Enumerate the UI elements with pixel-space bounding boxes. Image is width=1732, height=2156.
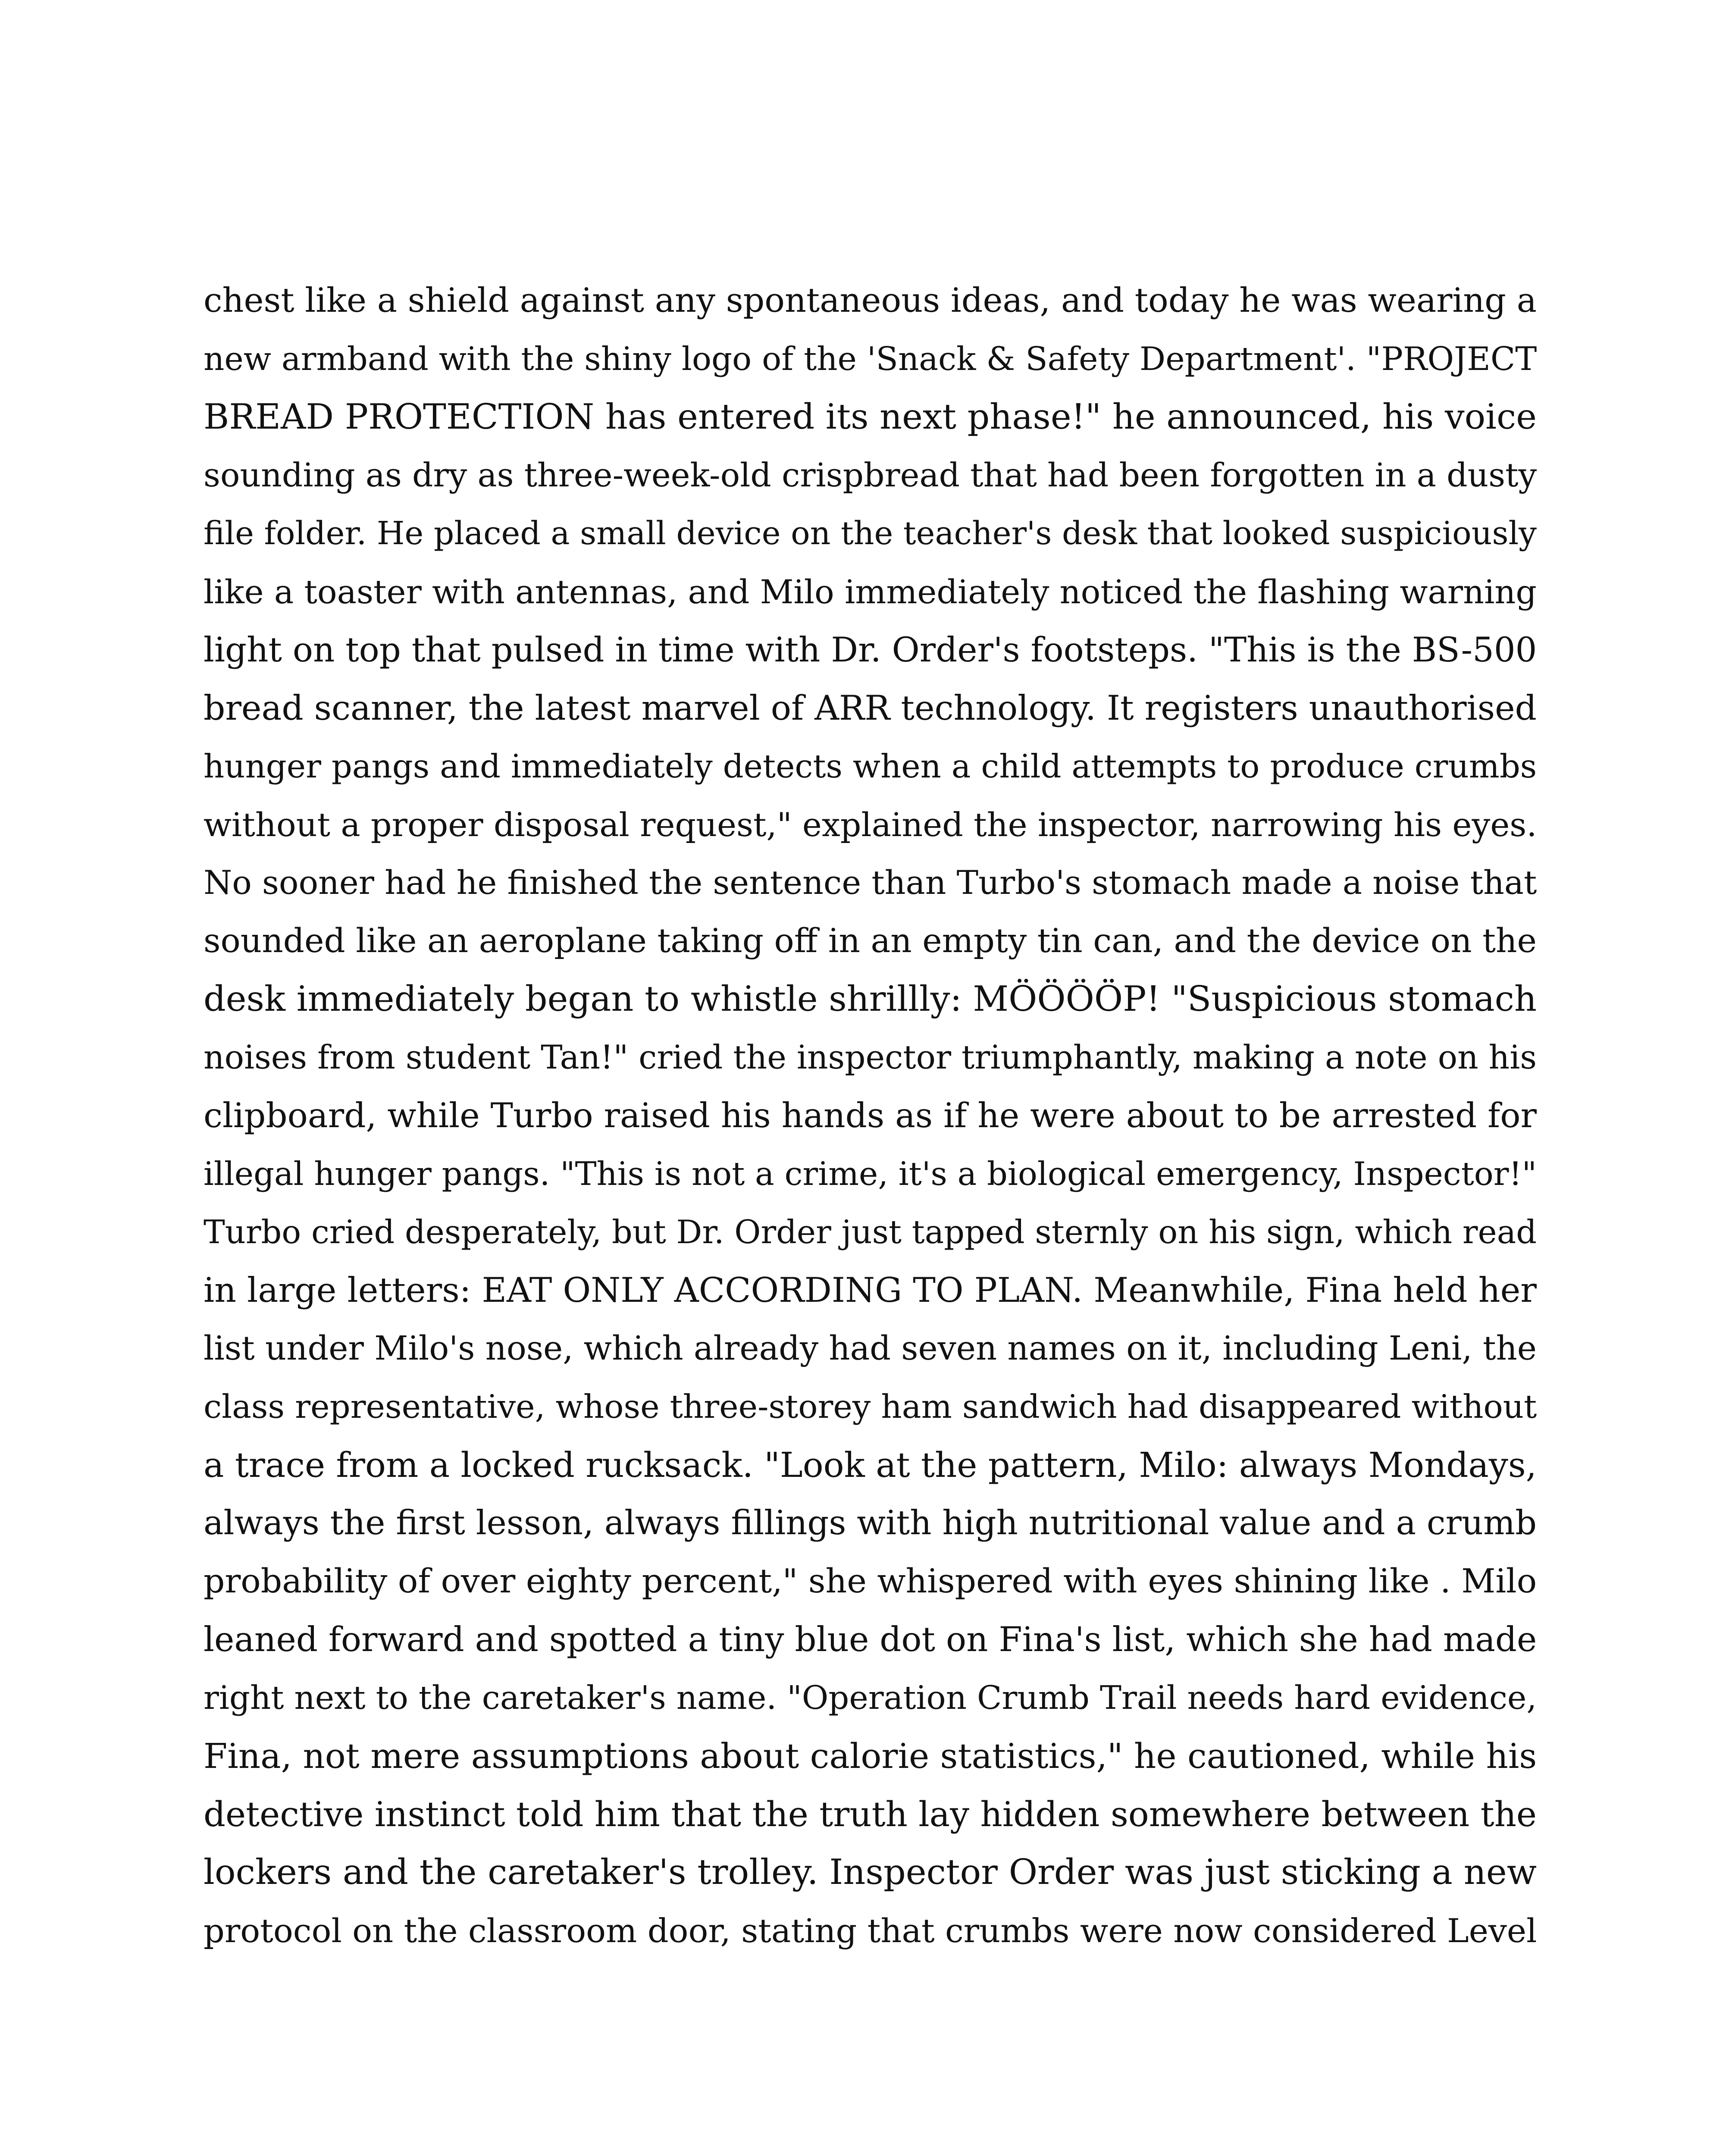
- text-line: probability of over eighty percent," she whispered with eyes shining like . Milo: [204, 1562, 1537, 1601]
- text-line: class representative, whose three-storey ham sandwich had disappeared without: [204, 1388, 1537, 1426]
- text-line: like a toaster with antennas, and Milo immediately noticed the flashing warning: [204, 573, 1537, 611]
- text-line: sounding as dry as three-week-old crispbread that had been forgotten in a dusty: [204, 456, 1537, 494]
- text-line: file folder. He placed a small device on the teacher's desk that looked suspiciously: [204, 515, 1537, 552]
- text-line: BREAD PROTECTION has entered its next phase!" he announced, his voice: [204, 397, 1537, 437]
- text-line: leaned forward and spotted a tiny blue dot on Fina's list, which she had made: [204, 1620, 1537, 1659]
- text-line: chest like a shield against any spontaneous ideas, and today he was wearing a: [204, 281, 1537, 320]
- text-line: illegal hunger pangs. "This is not a crime, it's a biological emergency, Inspector!": [204, 1155, 1537, 1193]
- text-line: right next to the caretaker's name. "Operation Crumb Trail needs hard evidence,: [204, 1679, 1537, 1717]
- text-line: new armband with the shiny logo of the 'Snack & Safety Department'. "PROJECT: [204, 340, 1537, 378]
- text-line: light on top that pulsed in time with Dr. Order's footsteps. "This is the BS-500: [204, 630, 1537, 670]
- text-line: lockers and the caretaker's trolley. Inspector Order was just sticking a new: [204, 1852, 1537, 1893]
- text-line: clipboard, while Turbo raised his hands as if he were about to be arrested for: [204, 1096, 1537, 1135]
- text-line: list under Milo's nose, which already had seven names on it, including Leni, the: [204, 1329, 1537, 1368]
- text-line: Turbo cried desperately, but Dr. Order just tapped sternly on his sign, which read: [204, 1213, 1537, 1251]
- text-line: without a proper disposal request," explained the inspector, narrowing his eyes.: [204, 805, 1537, 844]
- text-line: noises from student Tan!" cried the inspector triumphantly, making a note on his: [204, 1038, 1537, 1076]
- text-line: protocol on the classroom door, stating that crumbs were now considered Level: [204, 1912, 1537, 1950]
- body-text: [204, 272, 1537, 1960]
- text-line: bread scanner, the latest marvel of ARR technology. It registers unauthorised: [204, 688, 1537, 728]
- text-line: Fina, not mere assumptions about calorie statistics," he cautioned, while his: [204, 1736, 1537, 1776]
- text-line: No sooner had he finished the sentence than Turbo's stomach made a noise that: [204, 864, 1537, 902]
- text-line: in large letters: EAT ONLY ACCORDING TO PLAN. Meanwhile, Fina held her: [204, 1270, 1537, 1310]
- text-line: hunger pangs and immediately detects when a child attempts to produce crumbs: [204, 747, 1537, 785]
- text-line: desk immediately began to whistle shrillly: MÖÖÖÖP! "Suspicious stomach: [204, 979, 1537, 1019]
- text-line: always the first lesson, always fillings with high nutritional value and a crumb: [204, 1504, 1537, 1542]
- text-line: sounded like an aeroplane taking off in an empty tin can, and the device on the: [204, 922, 1537, 960]
- text-line: detective instinct told him that the truth lay hidden somewhere between the: [204, 1794, 1537, 1834]
- text-line: a trace from a locked rucksack. "Look at the pattern, Milo: always Mondays,: [204, 1445, 1537, 1485]
